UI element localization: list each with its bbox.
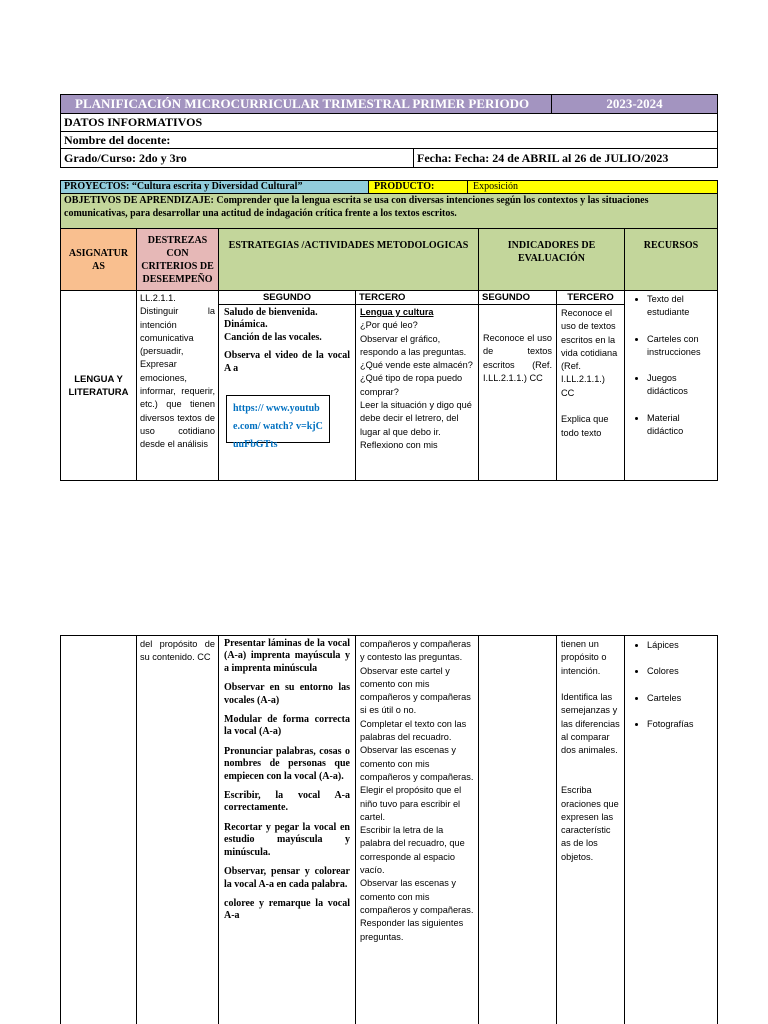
page2-recursos-cell <box>624 635 718 1024</box>
seg2-act: Escribir, la vocal A-a correctamente. <box>224 790 350 814</box>
objetivos-cell <box>60 193 718 229</box>
objetivos-label: OBJETIVOS DE APRENDIZAJE: <box>64 195 214 206</box>
datos-row <box>60 113 718 132</box>
page-title: PLANIFICACIÓN MICROCURRICULAR TRIMESTRAL PRIMER PERIODO <box>75 96 530 111</box>
producto-value: Exposición <box>473 181 518 192</box>
ter-text: ¿Por qué leo? Observar el gráfico, respondo a las preguntas. ¿Qué vende este almacén? ¿Qué tipo de ropa puedo comprar? Leer la situación y digo qué debe decir el letrero, del lugar al que debo ir. Reflexiono con mis <box>360 320 473 450</box>
header-asignaturas-label: ASIGNATURAS <box>68 247 129 272</box>
recurso-item: • Fotografías <box>647 718 717 731</box>
header-estrategias-label: ESTRATEGIAS /ACTIVIDADES METODOLOGICAS <box>228 240 469 251</box>
sub-header-segundo: SEGUNDO <box>219 291 355 305</box>
destreza-text-2: del propósito de su contenido. CC <box>140 639 215 663</box>
header-asignaturas <box>60 228 137 291</box>
recursos-list <box>625 293 717 438</box>
recurso-item: • Texto del estudiante <box>647 293 717 320</box>
proyectos-cell <box>60 180 369 194</box>
recursos-list-2 <box>625 639 717 731</box>
school-year: 2023-2024 <box>606 96 663 111</box>
destreza-text: Distinguir la intención comunicativa (persuadir, Expresar emociones, informar, requerir, etc.) que tienen diversos textos de uso cotidiano desde el análisis <box>140 306 215 450</box>
page1-asignatura-cell <box>60 290 137 481</box>
header-estrategias <box>218 228 479 291</box>
page2-asignatura-cell <box>60 635 137 1024</box>
page1-ind-segundo-cell <box>478 290 557 481</box>
destreza-code: LL.2.1.1. <box>140 293 176 303</box>
recurso-item: • Juegos didácticos <box>647 372 717 399</box>
seg-act-3: Canción de las vocales. <box>224 331 322 343</box>
fecha-label: Fecha: Fecha: 24 de ABRIL al 26 de JULIO/2023 <box>417 150 669 165</box>
recurso-item: • Carteles <box>647 692 717 705</box>
seg2-act: Observar en su entorno las vocales (A-a) <box>224 682 350 706</box>
seg-act-1: Saludo de bienvenida. <box>224 307 318 318</box>
sub-header-tercero: TERCERO <box>356 291 478 305</box>
ter2-text: compañeros y compañeras y contesto las preguntas. Observar este cartel y comento con mis compañeros y compañeras si es útil o no. Completar el texto con las palabras del recuadro. Observar las escenas y comento con mis compañeros y compañeras. Elegir el propósito que el niño tuvo para escribir el cartel. Escribir la letra de la palabra del recuadro, que corresponde al espacio vacío. Observar las escenas y comento con mis compañeros y compañeras. Responder las siguientes preguntas. <box>360 639 474 942</box>
sub-header-segundo-2: SEGUNDO <box>479 291 556 305</box>
title-bar <box>60 94 552 114</box>
asignatura-label: LENGUA Y LITERATURA <box>68 373 129 398</box>
recurso-item: • Material didáctico <box>647 412 717 439</box>
producto-label-cell <box>368 180 468 194</box>
page2-ind-segundo-cell <box>478 635 557 1024</box>
sub-header-tercero-2: TERCERO <box>557 291 624 305</box>
datos-label: DATOS INFORMATIVOS <box>64 115 203 129</box>
seg2-act: Modular de forma correcta la vocal (A-a) <box>224 714 350 738</box>
header-indicadores-label: INDICADORES DE EVALUACIÓN <box>507 240 596 264</box>
page1-recursos-cell <box>624 290 718 481</box>
ind-ter2-text: tienen un propósito o intención. Identifica las semejanzas y las diferencias al comparar dos animales. Escriba oraciones que expresen las característic as de los objetos. <box>561 639 620 862</box>
seg2-act: Pronunciar palabras, cosas o nombres de personas que empiecen con la vocal (A-a). <box>224 745 350 782</box>
seg2-act: Recortar y pegar la vocal en estudio mayúscula y minúscula. <box>224 821 350 858</box>
grado-cell <box>60 148 414 168</box>
year-cell <box>551 94 718 114</box>
docente-label: Nombre del docente: <box>64 132 171 147</box>
page2-ind-tercero-cell <box>556 635 625 1024</box>
header-indicadores <box>478 228 625 291</box>
docente-row <box>60 131 718 149</box>
seg-act-2: Dinámica. <box>224 319 268 331</box>
seg2-act: Observar, pensar y colorear la vocal A-a en cada palabra. <box>224 866 350 890</box>
producto-label: PRODUCTO: <box>374 181 435 192</box>
ind-seg-text: Reconoce el uso de textos escritos (Ref. I.LL.2.1.1.) CC <box>483 333 552 383</box>
objetivos-text: Comprender que la lengua escrita se usa con diversas intenciones según los contextos y las situaciones comunicativas, para desarrollar una actitud de indagación crítica frente a los textos escritos. <box>64 195 649 219</box>
page1-tercero-cell <box>355 290 479 481</box>
recurso-item: • Colores <box>647 665 717 678</box>
fecha-cell <box>413 148 718 168</box>
seg-act-4: Observa el video de la vocal A a <box>224 350 350 374</box>
page1-segundo-cell <box>218 290 356 481</box>
header-recursos <box>624 228 718 291</box>
page1-ind-tercero-cell <box>556 290 625 481</box>
recurso-item: • Lápices <box>647 639 717 652</box>
header-recursos-label: RECURSOS <box>643 240 699 251</box>
seg2-act: Presentar láminas de la vocal (A-a) imprenta mayúscula y a imprenta minúscula <box>224 638 350 674</box>
page2-tercero-cell <box>355 635 479 1024</box>
seg2-act: coloree y remarque la vocal A-a <box>224 897 350 922</box>
proyectos-value: “Cultura escrita y Diversidad Cultural” <box>131 181 303 192</box>
proyectos-label: PROYECTOS: <box>64 181 130 192</box>
page2-segundo-cell <box>218 635 356 1024</box>
ind-ter-text: Reconoce el uso de textos escritos en la vida cotidiana (Ref. I.LL.2.1.1.) CC Explica que todo texto <box>561 308 618 438</box>
video-link[interactable]: https:// www.youtube.com/ watch? v=kjCuuFbGTts <box>233 403 323 450</box>
header-destrezas-label: DESTREZAS CON CRITERIOS DE DESEEMPEÑO <box>141 234 214 285</box>
video-link-box <box>226 395 330 450</box>
recurso-item: • Carteles con instrucciones <box>647 333 717 360</box>
page1-destrezas-cell <box>136 290 219 481</box>
header-destrezas <box>136 228 219 291</box>
page2-destrezas-cell <box>136 635 219 1024</box>
grado-label: Grado/Curso: 2do y 3ro <box>64 150 187 165</box>
ter-heading: Lengua y cultura <box>360 307 434 317</box>
producto-value-cell <box>467 180 718 194</box>
